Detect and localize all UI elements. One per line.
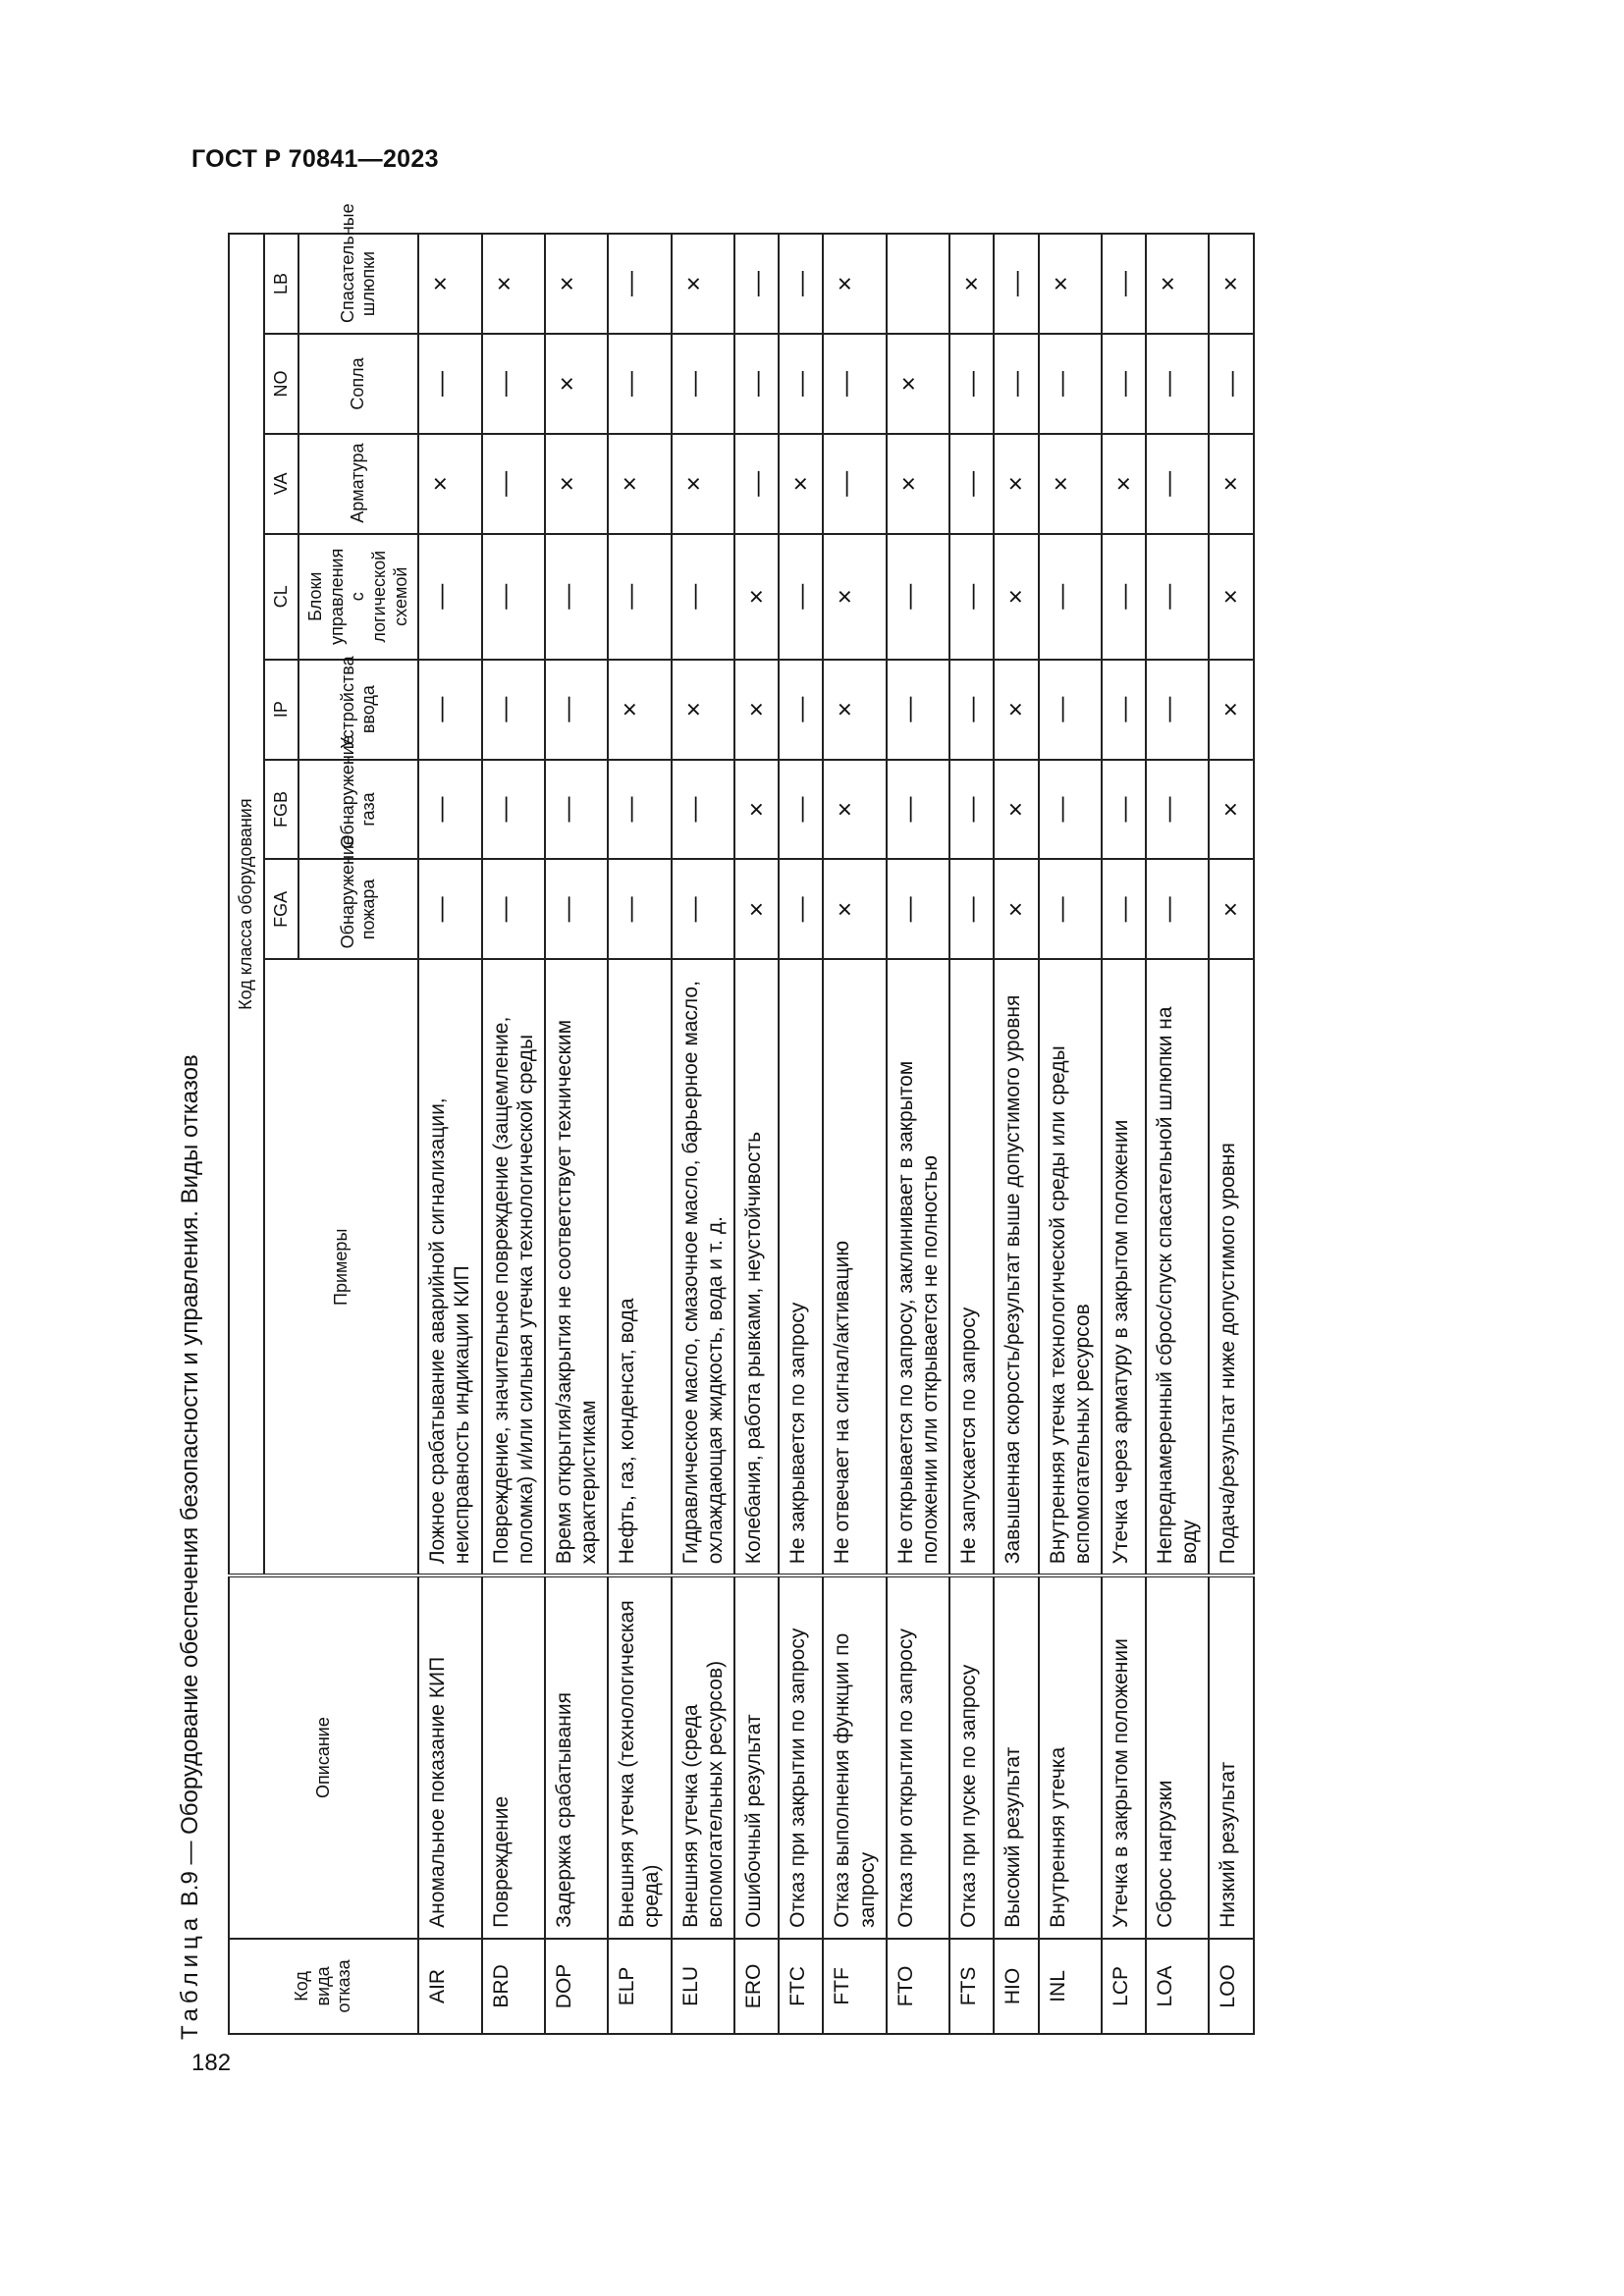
table-caption xyxy=(177,1054,204,2040)
description-cell: Отказ при закрытии по запросу xyxy=(779,1575,823,1939)
table-row xyxy=(418,234,481,2034)
applicability-mark-va: × xyxy=(672,434,734,534)
description-cell: Внутренняя утечка xyxy=(1039,1575,1102,1939)
applicability-mark-cl: — xyxy=(608,534,671,660)
applicability-mark-ip: × xyxy=(1209,660,1253,760)
header-failure-code: Код вида отказа xyxy=(229,1939,418,2034)
applicability-mark-lb: — xyxy=(994,234,1038,334)
header-col-code: FGB xyxy=(264,760,299,860)
failure-code-cell: INL xyxy=(1039,1939,1102,2034)
examples-cell: Гидравлическое масло, смазочное масло, барьерное масло, охлаждающая жидкость, вода и т. д. xyxy=(672,959,734,1575)
failure-code-cell: ERO xyxy=(734,1939,779,2034)
failure-modes-table xyxy=(228,203,1255,2035)
applicability-mark-cl: × xyxy=(994,534,1038,660)
table-row xyxy=(734,234,779,2034)
header-col-code: CL xyxy=(264,534,299,660)
description-cell: Сброс нагрузки xyxy=(1146,1575,1209,1939)
applicability-mark-no: — xyxy=(994,334,1038,434)
header-col-name: Сопла xyxy=(298,334,418,434)
table-row xyxy=(482,234,545,2034)
table-row xyxy=(1146,234,1209,2034)
header-col-name: Обнаружение газа xyxy=(298,760,418,860)
applicability-mark-cl: × xyxy=(1209,534,1253,660)
applicability-mark-fga: — xyxy=(1039,859,1102,959)
examples-cell: Ложное срабатывание аварийной сигнализации, неисправность индикации КИП xyxy=(418,959,481,1575)
examples-cell: Не запускается по запросу xyxy=(949,959,994,1575)
header-col-name: Блоки управления с логической схемой xyxy=(298,534,418,660)
failure-code-cell: FTO xyxy=(887,1939,949,2034)
header-col-code: LB xyxy=(264,234,299,334)
applicability-mark-no: — xyxy=(608,334,671,434)
applicability-mark-cl: × xyxy=(734,534,779,660)
applicability-mark-va: — xyxy=(949,434,994,534)
applicability-mark-no: — xyxy=(1039,334,1102,434)
applicability-mark-cl: — xyxy=(1039,534,1102,660)
applicability-mark-lb: × xyxy=(949,234,994,334)
applicability-mark-fga: × xyxy=(994,859,1038,959)
applicability-mark-ip: — xyxy=(949,660,994,760)
applicability-mark-fga: — xyxy=(418,859,481,959)
applicability-mark-ip: — xyxy=(545,660,608,760)
applicability-mark-no: — xyxy=(418,334,481,434)
table-row xyxy=(994,234,1038,2034)
applicability-mark-fgb: — xyxy=(949,760,994,860)
description-cell: Внешняя утечка (среда вспомогательных ресурсов) xyxy=(672,1575,734,1939)
applicability-mark-lb: × xyxy=(672,234,734,334)
applicability-mark-lb: × xyxy=(1039,234,1102,334)
failure-code-cell: LCP xyxy=(1102,1939,1146,2034)
applicability-mark-ip: × xyxy=(734,660,779,760)
applicability-mark-fgb: — xyxy=(887,760,949,860)
applicability-mark-cl: — xyxy=(545,534,608,660)
applicability-mark-fgb: — xyxy=(608,760,671,860)
applicability-mark-no: — xyxy=(1102,334,1146,434)
header-col-name: Арматура xyxy=(298,434,418,534)
applicability-mark-fgb: — xyxy=(779,760,823,860)
page-number: 182 xyxy=(191,2050,232,2076)
examples-cell: Повреждение, значительное повреждение (защемление, поломка) и/или сильная утечка технологической среды xyxy=(482,959,545,1575)
description-cell: Ошибочный результат xyxy=(734,1575,779,1939)
table-row xyxy=(823,234,886,2034)
applicability-mark-lb: × xyxy=(1209,234,1253,334)
document-header-title: ГОСТ Р 70841—2023 xyxy=(191,145,439,173)
applicability-mark-no: — xyxy=(1209,334,1253,434)
failure-code-cell: FTS xyxy=(949,1939,994,2034)
applicability-mark-ip: — xyxy=(1146,660,1209,760)
applicability-mark-no: — xyxy=(949,334,994,434)
applicability-mark-fga: — xyxy=(1146,859,1209,959)
failure-code-cell: BRD xyxy=(482,1939,545,2034)
applicability-mark-ip: — xyxy=(1102,660,1146,760)
applicability-mark-lb: — xyxy=(608,234,671,334)
description-cell: Низкий результат xyxy=(1209,1575,1253,1939)
applicability-mark-fgb: × xyxy=(734,760,779,860)
header-col-code: VA xyxy=(264,434,299,534)
header-col-code: FGA xyxy=(264,859,299,959)
header-equipment-class-code: Код класса оборудования xyxy=(229,234,264,1575)
applicability-mark-no: × xyxy=(887,334,949,434)
applicability-mark-ip: × xyxy=(672,660,734,760)
applicability-mark-cl: — xyxy=(779,534,823,660)
examples-cell: Не закрывается по запросу xyxy=(779,959,823,1575)
table-caption-text: В.9 — Оборудование обеспечения безопасности и управления. Виды отказов xyxy=(177,1054,203,1913)
applicability-mark-va: × xyxy=(1039,434,1102,534)
applicability-mark-fgb: — xyxy=(418,760,481,860)
applicability-mark-va: × xyxy=(1102,434,1146,534)
applicability-mark-lb: × xyxy=(482,234,545,334)
applicability-mark-ip: — xyxy=(779,660,823,760)
applicability-mark-ip: — xyxy=(887,660,949,760)
table-row xyxy=(887,234,949,2034)
examples-cell: Утечка через арматуру в закрытом положении xyxy=(1102,959,1146,1575)
failure-code-cell: AIR xyxy=(418,1939,481,2034)
applicability-mark-fga: — xyxy=(887,859,949,959)
description-cell: Внешняя утечка (технологическая среда) xyxy=(608,1575,671,1939)
applicability-mark-va: — xyxy=(482,434,545,534)
applicability-mark-fga: — xyxy=(1102,859,1146,959)
applicability-mark-fgb: — xyxy=(1146,760,1209,860)
table-row xyxy=(779,234,823,2034)
table-row xyxy=(608,234,671,2034)
applicability-mark-fga: — xyxy=(779,859,823,959)
failure-code-cell: ELP xyxy=(608,1939,671,2034)
table-row xyxy=(672,234,734,2034)
applicability-mark-fgb: — xyxy=(1102,760,1146,860)
applicability-mark-ip: × xyxy=(608,660,671,760)
applicability-mark-fga: — xyxy=(608,859,671,959)
applicability-mark-cl: — xyxy=(418,534,481,660)
applicability-mark-no: — xyxy=(1146,334,1209,434)
applicability-mark-fga: — xyxy=(482,859,545,959)
header-col-name: Обнаружение пожара xyxy=(298,859,418,959)
applicability-mark-cl: — xyxy=(1146,534,1209,660)
header-col-code: NO xyxy=(264,334,299,434)
applicability-mark-no: — xyxy=(734,334,779,434)
applicability-mark-lb: — xyxy=(779,234,823,334)
table-row xyxy=(1039,234,1102,2034)
applicability-mark-fgb: × xyxy=(1209,760,1253,860)
applicability-mark-cl: — xyxy=(1102,534,1146,660)
applicability-mark-va: × xyxy=(545,434,608,534)
header-examples: Примеры xyxy=(264,959,419,1575)
applicability-mark-lb: — xyxy=(734,234,779,334)
applicability-mark-fga: × xyxy=(823,859,886,959)
applicability-mark-fga: — xyxy=(949,859,994,959)
applicability-mark-no: — xyxy=(672,334,734,434)
description-cell: Повреждение xyxy=(482,1575,545,1939)
applicability-mark-no: — xyxy=(823,334,886,434)
failure-code-cell: HIO xyxy=(994,1939,1038,2034)
description-cell: Отказ при пуске по запросу xyxy=(949,1575,994,1939)
applicability-mark-fga: — xyxy=(672,859,734,959)
examples-cell: Не открывается по запросу, заклинивает в закрытом положении или открывается не полностью xyxy=(887,959,949,1575)
description-cell: Аномальное показание КИП xyxy=(418,1575,481,1939)
applicability-mark-ip: — xyxy=(482,660,545,760)
description-cell: Утечка в закрытом положении xyxy=(1102,1575,1146,1939)
description-cell: Отказ выполнения функции по запросу xyxy=(823,1575,886,1939)
applicability-mark-ip: — xyxy=(1039,660,1102,760)
table-row xyxy=(949,234,994,2034)
table-body xyxy=(418,234,1254,2034)
examples-cell: Нефть, газ, конденсат, вода xyxy=(608,959,671,1575)
table-row xyxy=(1102,234,1146,2034)
examples-cell: Подача/результат ниже допустимого уровня xyxy=(1209,959,1253,1575)
header-description: Описание xyxy=(229,1575,418,1939)
applicability-mark-va: × xyxy=(1209,434,1253,534)
table-caption-prefix: Таблица xyxy=(177,1912,203,2040)
applicability-mark-ip: × xyxy=(823,660,886,760)
failure-code-cell: ELU xyxy=(672,1939,734,2034)
applicability-mark-fgb: — xyxy=(482,760,545,860)
applicability-mark-fga: × xyxy=(734,859,779,959)
examples-cell: Непреднамеренный сброс/спуск спасательной шлюпки на воду xyxy=(1146,959,1209,1575)
rotated-table-area xyxy=(177,203,1483,2059)
applicability-mark-fgb: — xyxy=(1039,760,1102,860)
applicability-mark-fga: — xyxy=(545,859,608,959)
failure-code-cell: FTF xyxy=(823,1939,886,2034)
description-cell: Задержка срабатывания xyxy=(545,1575,608,1939)
applicability-mark-fgb: × xyxy=(823,760,886,860)
applicability-mark-fgb: × xyxy=(994,760,1038,860)
applicability-mark-lb: — xyxy=(1102,234,1146,334)
applicability-mark-va: × xyxy=(418,434,481,534)
header-col-code: IP xyxy=(264,660,299,760)
table-row xyxy=(545,234,608,2034)
examples-cell: Завышенная скорость/результат выше допустимого уровня xyxy=(994,959,1038,1575)
table-row xyxy=(1209,234,1253,2034)
applicability-mark-ip: × xyxy=(994,660,1038,760)
applicability-mark-lb: × xyxy=(823,234,886,334)
applicability-mark-fgb: — xyxy=(545,760,608,860)
applicability-mark-cl: — xyxy=(672,534,734,660)
applicability-mark-no: — xyxy=(779,334,823,434)
applicability-mark-no: × xyxy=(545,334,608,434)
failure-code-cell: LOA xyxy=(1146,1939,1209,2034)
applicability-mark-ip: — xyxy=(418,660,481,760)
applicability-mark-va: × xyxy=(779,434,823,534)
applicability-mark-cl: — xyxy=(949,534,994,660)
applicability-mark-va: × xyxy=(994,434,1038,534)
applicability-mark-va: — xyxy=(823,434,886,534)
applicability-mark-cl: — xyxy=(482,534,545,660)
applicability-mark-cl: × xyxy=(823,534,886,660)
failure-code-cell: LOO xyxy=(1209,1939,1253,2034)
examples-cell: Внутренняя утечка технологической среды или среды вспомогательных ресурсов xyxy=(1039,959,1102,1575)
header-col-name: Спасательные шлюпки xyxy=(298,234,418,334)
applicability-mark-va: — xyxy=(1146,434,1209,534)
examples-cell: Время открытия/закрытия не соответствует техническим характеристикам xyxy=(545,959,608,1575)
applicability-mark-lb: × xyxy=(1146,234,1209,334)
applicability-mark-lb xyxy=(887,234,949,334)
applicability-mark-va: × xyxy=(887,434,949,534)
applicability-mark-lb: × xyxy=(545,234,608,334)
description-cell: Отказ при открытии по запросу xyxy=(887,1575,949,1939)
failure-code-cell: FTC xyxy=(779,1939,823,2034)
applicability-mark-cl: — xyxy=(887,534,949,660)
applicability-mark-fga: × xyxy=(1209,859,1253,959)
description-cell: Высокий результат xyxy=(994,1575,1038,1939)
header-col-name: Устройства ввода xyxy=(298,660,418,760)
examples-cell: Не отвечает на сигнал/активацию xyxy=(823,959,886,1575)
applicability-mark-lb: × xyxy=(418,234,481,334)
examples-cell: Колебания, работа рывками, неустойчивость xyxy=(734,959,779,1575)
applicability-mark-fgb: — xyxy=(672,760,734,860)
applicability-mark-no: — xyxy=(482,334,545,434)
applicability-mark-va: × xyxy=(608,434,671,534)
applicability-mark-va: — xyxy=(734,434,779,534)
header-row-top xyxy=(229,234,264,2034)
failure-code-cell: DOP xyxy=(545,1939,608,2034)
